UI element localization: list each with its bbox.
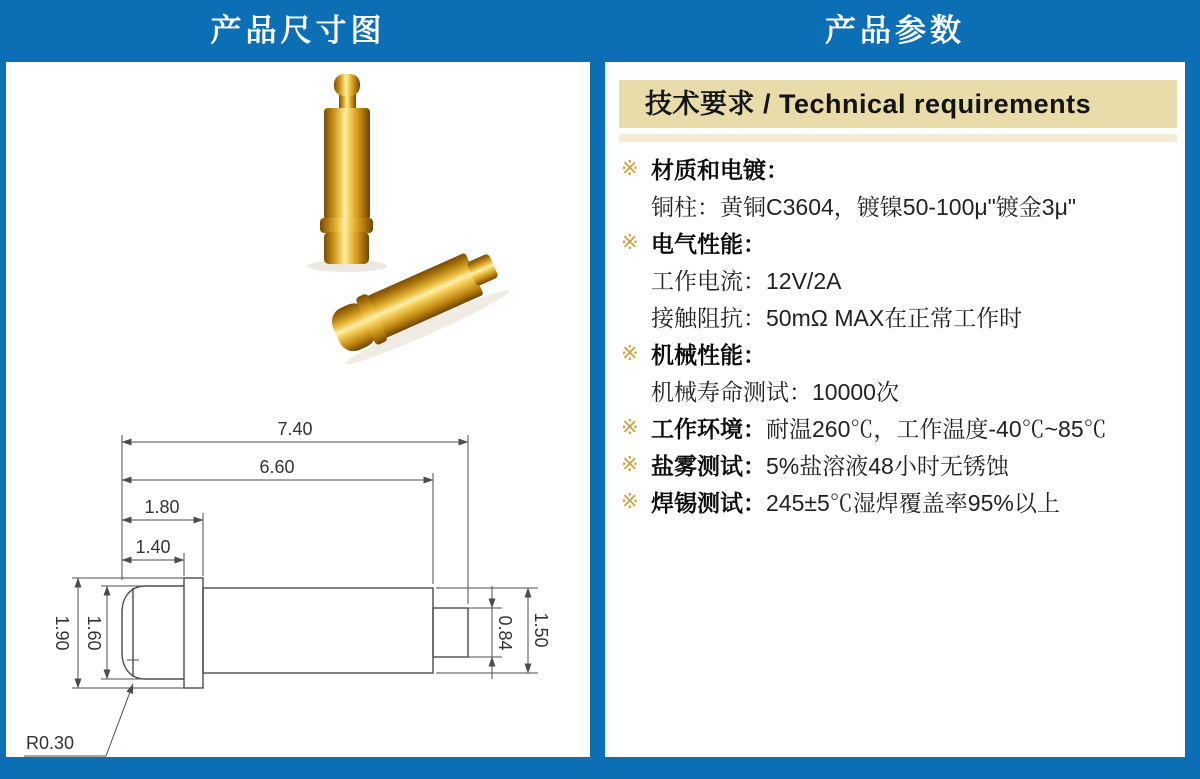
dim-label-tail-diameter: 0.84 [495,615,515,651]
spec-section-mechanical [621,335,1181,372]
dimension-drawing [24,419,551,756]
technical-requirements-underline [619,134,1177,142]
dim-label-corner-radius: R0.30 [26,733,75,753]
parameters-panel [605,62,1185,757]
dim-label-head-diameter: 1.60 [84,615,104,651]
spec-label: 盐雾测试： [651,453,766,479]
reference-mark-icon: ※ [621,157,639,180]
left-panel-title: 产品尺寸图 [210,13,386,48]
pin-head-outline [122,586,184,679]
reference-mark-icon: ※ [621,416,639,439]
pin-tail-outline [433,608,468,657]
reference-mark-icon: ※ [621,453,639,476]
dim-label-flange-diameter: 1.90 [52,615,72,651]
product-figure [6,62,590,757]
spec-detail-text: 工作电流：12V/2A [651,268,842,294]
dim-label-flange-left: 1.40 [135,537,171,557]
spec-value: 耐温260℃，工作温度-40℃~85℃ [766,416,1107,442]
dim-label-total-length: 7.40 [277,419,313,439]
dim-label-body-length: 6.60 [259,457,295,477]
spec-label: 电气性能： [651,231,766,257]
reference-mark-icon: ※ [621,342,639,365]
spec-value: 5%盐溶液48小时无锈蚀 [766,453,1009,479]
spec-label: 焊锡测试： [651,490,766,516]
spec-section-environment [621,409,1181,446]
pogo-pin-vertical [307,74,387,272]
pin-body-outline [203,588,433,673]
technical-requirements-bar: 技术要求 / Technical requirements [619,80,1177,128]
product-photo [307,74,512,370]
dim-label-flange-right: 1.80 [144,497,180,517]
right-panel-title: 产品参数 [825,13,965,48]
spec-section-material [621,150,1181,187]
reference-mark-icon: ※ [621,231,639,254]
spec-detail-text: 接触阻抗：50mΩ MAX在正常工作时 [651,305,1023,331]
dimension-diagram-panel [6,62,590,757]
spec-list [621,150,1181,520]
spec-section-soldering [621,483,1181,520]
pin-flange-outline [184,578,203,688]
spec-section-salt-spray [621,446,1181,483]
dim-label-body-diameter: 1.50 [531,612,551,648]
spec-detail [621,187,1181,224]
spec-label: 材质和电镀： [651,157,789,183]
spec-detail [621,261,1181,298]
spec-section-electrical [621,224,1181,261]
spec-value: 245±5℃湿焊覆盖率95%以上 [766,490,1060,516]
spec-detail [621,372,1181,409]
spec-label: 工作环境： [651,416,766,442]
spec-label: 机械性能： [651,342,766,368]
spec-detail-text: 铜柱：黄铜C3604，镀镍50-100μ"镀金3μ" [651,194,1077,220]
reference-mark-icon: ※ [621,490,639,513]
spec-detail [621,298,1181,335]
spec-detail-text: 机械寿命测试：10000次 [651,379,899,405]
